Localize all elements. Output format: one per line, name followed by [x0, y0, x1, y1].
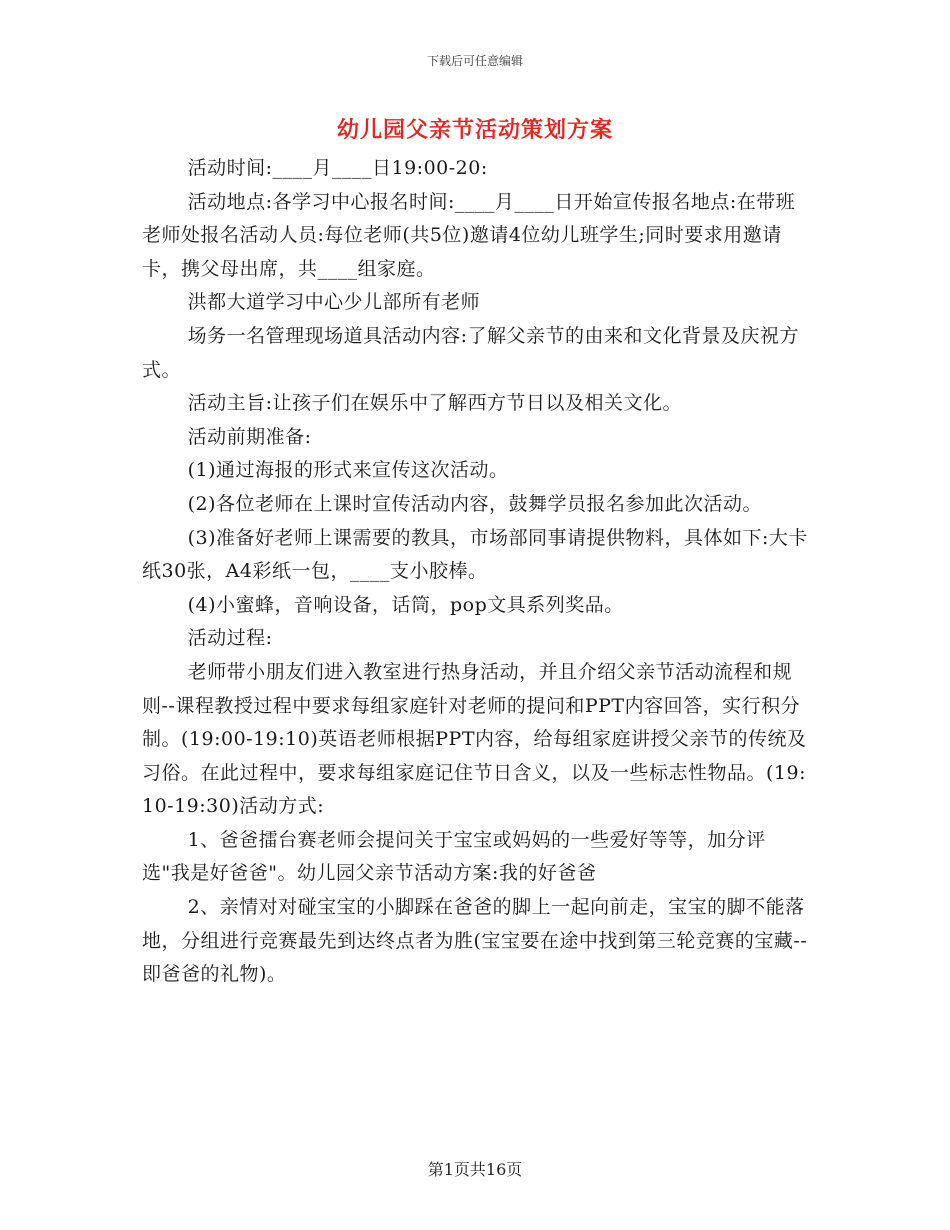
- paragraph-prep-item-2: (2)各位老师在上课时宣传活动内容，鼓舞学员报名参加此次活动。: [187, 492, 763, 515]
- paragraph-process-heading: 活动过程:: [187, 627, 273, 650]
- paragraph-prep-item-4: (4)小蜜蜂，音响设备，话筒，pop文具系列奖品。: [187, 593, 624, 616]
- document-title: 幼儿园父亲节活动策划方案: [336, 117, 613, 143]
- paragraph-preparation-heading: 活动前期准备:: [187, 425, 312, 448]
- paragraph-prep-item-3: (3)准备好老师上课需要的教具，市场部同事请提供物料，具体如下:大卡纸30张，A4彩纸一包，____支小胶棒。: [142, 526, 808, 583]
- header-note: 下载后可任意编辑: [426, 54, 523, 68]
- paragraph-activity-time: 活动时间:____月____日19:00-20:: [187, 157, 488, 179]
- page-indicator: 第1页共16页: [427, 1160, 523, 1179]
- paragraph-activity-2: 2、亲情对对碰宝宝的小脚踩在爸爸的脚上一起向前走，宝宝的脚不能落地，分组进行竞赛最先到达终点者为胜(宝宝要在途中找到第三轮竞赛的宝藏--即爸爸的礼物)。: [142, 896, 808, 986]
- paragraph-activity-1: 1、爸爸擂台赛老师会提问关于宝宝或妈妈的一些爱好等等，加分评选"我是好爸爸"。幼儿园父亲节活动方案:我的好爸爸: [142, 828, 766, 885]
- paragraph-activity-location: 活动地点:各学习中心报名时间:____月____日开始宣传报名地点:在带班老师处报名活动人员:每位老师(共5位)邀请4位幼儿班学生;同时要求用邀请卡，携父母出席，共____组家庭。: [142, 190, 796, 280]
- paragraph-prep-item-1: (1)通过海报的形式来宣传这次活动。: [187, 459, 509, 482]
- paragraph-staff-content: 场务一名管理现场道具活动内容:了解父亲节的由来和文化背景及庆祝方式。: [142, 324, 799, 381]
- paragraph-process-description: 老师带小朋友们进入教室进行热身活动，并且介绍父亲节活动流程和规则--课程教授过程中要求每组家庭针对老师的提问和PPT内容回答，实行积分制。(19:00-19:10)英语老师根据PPT内容，给每组家庭讲授父亲节的传统及习俗。在此过程中，要求每组家庭记住节日含义，以及一些标志性物品。(19:10-19:30)活动方式:: [142, 660, 807, 818]
- paragraph-purpose: 活动主旨:让孩子们在娱乐中了解西方节日以及相关文化。: [187, 392, 682, 415]
- paragraph-teachers: 洪都大道学习中心少儿部所有老师: [187, 291, 481, 314]
- document-body: [142, 152, 810, 992]
